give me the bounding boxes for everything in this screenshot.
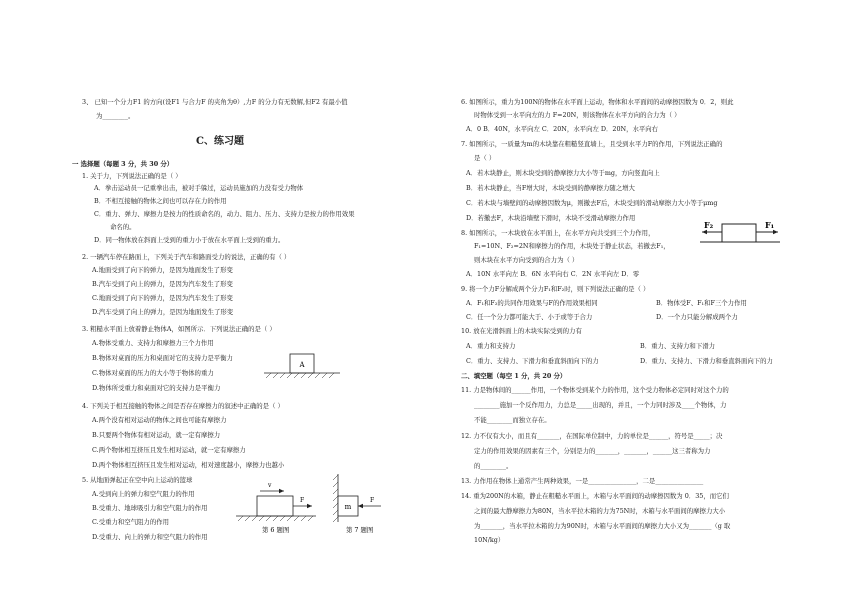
q14-line3: 为_______，当水平拉木箱的力为90N时，木箱与水平面间的摩擦力大小又为_______（g 取 (474, 522, 731, 530)
q14-line2: 之间的最大静摩擦力为80N，当水平拉木箱的力为75N时，木箱与水平面间的摩擦力大小 (474, 507, 726, 515)
q10-option-a: A．重力和支持力 (466, 342, 516, 350)
q4-option-b: B.只要两个物体有相对运动，就一定有摩擦力 (92, 431, 221, 439)
q8-line3: 则木块在水平方向受到的合力为（ ） (474, 256, 579, 264)
q12-line1: 12. 力不仅有大小，而且有_______，在国际单位制中，力的单位是______，符号是_____；决 (461, 432, 723, 440)
q5-option-c: C.受重力和空气阻力的作用 (92, 518, 169, 526)
q7-option-c: C．若木块与墙壁间的动摩擦因数为μ，则撤去F后，木块受到的滑动摩擦力大小等于μmg (466, 199, 718, 207)
q5-stem: 5. 从地面弹起正在空中向上运动的篮球 (82, 476, 193, 484)
q7-option-d: D．若撤去F，木块沿墙壁下滑时，木块不受滑动摩擦力作用 (466, 214, 636, 222)
q8-line2: F₁=10N、F₂=2N和摩擦力的作用，木块处于静止状态，若撤去F₁， (474, 242, 670, 250)
q12-line2: 定力的作用效果的因素有三个，分别是力的_______，_______，______这三者称为力 (474, 447, 711, 455)
f2-arrowhead (702, 230, 707, 234)
q1-option-c-cont: 命名的。 (110, 223, 136, 231)
fig6-velocity-label: v (268, 482, 272, 489)
q1-option-d: D．同一物体放在斜面上受到的重力小于放在水平面上受到的重力。 (94, 236, 285, 244)
q2-option-d: D.汽车受到了向上的弹力，是因为地面发生了形变 (92, 308, 234, 316)
block-a-label: A (299, 361, 305, 369)
q1-option-a: A．拳击运动员一记重拳出击，被对手躲过，运动员施加的力没有受力物体 (94, 184, 304, 192)
q2-option-c: C.地面受到了向下的弹力，是因为汽车发生了形变 (92, 294, 233, 302)
q2-option-b: B.汽车受到了向上的弹力，是因为汽车发生了形变 (92, 280, 233, 288)
q7-line1: 7. 如图所示，一质量为m的木块靠在粗糙竖直墙上，且受到水平力F的作用，下列说法正确的 (461, 140, 723, 148)
q7-line2: 是（ ） (474, 154, 496, 162)
fig6-ground-hatch (238, 516, 313, 521)
q4-option-d: D.两个物体相互挤压且发生相对运动，相对速度越小，摩擦力也越小 (92, 461, 285, 469)
q10-stem: 10. 放在光滑斜面上的木块实际受到的力有 (461, 327, 582, 335)
q10-option-d: D．重力、支持力、下滑力和垂直斜面向下的力 (640, 357, 773, 365)
part2-heading: 二、填空题（每空 1 分，共 20 分） (461, 372, 567, 380)
q3-figure (262, 350, 342, 384)
q7-option-b: B．若木块静止，当F增大时，木块受到的静摩擦力随之增大 (466, 184, 635, 192)
q11-line2: ________施加一个反作用力，力总是_____出现的，并且，一个力同时涉及____个物体，力 (474, 401, 727, 409)
q8-block (722, 224, 756, 242)
q9-option-c: C．任一个分力都可能大于、小于或等于合力 (466, 313, 593, 321)
q1-option-c: C．重力、弹力、摩擦力是按力的性质命名的，动力、阻力、压力、支持力是按力的作用效果 (94, 210, 355, 218)
q3-stem: 3. 粗糙水平面上放着静止物体A，如图所示．下列说法正确的是（ ） (82, 325, 276, 333)
q6-options: A．0 B．40N，水平向左 C．20N，水平向左 D．20N，水平向右 (466, 125, 659, 133)
q9-stem: 9. 将一个力F分解成两个分力F₁和F₂时，则下列说法正确的是（ ） (461, 285, 650, 293)
prev-q3-line1: 3、 已知一个分力F1 的方向(设F1 与合力F 的夹角为θ）,力F 的分力有无数解,但F2 有最小值 (82, 98, 348, 106)
q9-option-a: A．F₁和F₂的共同作用效果与F的作用效果相同 (466, 299, 598, 307)
fig7-force-arrowhead (358, 504, 363, 508)
q10-option-c: C．重力、支持力、下滑力和垂直斜面向下的力 (466, 357, 599, 365)
q9-option-d: D．一个力只能分解成两个力 (656, 313, 738, 321)
prev-q3-line2: 为________。 (96, 112, 135, 120)
f1-arrowhead (773, 230, 778, 234)
fig6-force-label: F (300, 497, 305, 504)
q1-option-b: B．不相互接触的物体之间也可以存在力的作用 (94, 197, 227, 205)
fig7-mass-label: m (344, 503, 352, 511)
f2-label: F₂ (704, 220, 714, 230)
q14-line4: 10N/kg） (474, 536, 505, 544)
fig6-caption: 第 6 题图 (262, 526, 290, 534)
fig6-block (257, 496, 293, 516)
q12-line3: 的________。 (474, 462, 513, 470)
q7-option-a: A．若木块静止，则木块受到的静摩擦力大小等于mg，方向竖直向上 (466, 169, 660, 177)
q11-line1: 11. 力是物体间的______作用，一个物体受到某个力的作用，这个受力物体必定同时对这个力的 (461, 386, 729, 394)
q10-option-b: B．重力、支持力和下滑力 (640, 342, 715, 350)
q4-option-a: A.两个没有相对运动的物体之间也可能有摩擦力 (92, 416, 227, 424)
fig7-force-label: F (370, 497, 375, 504)
q9-option-b: B．物体受F、F₁和F三个力作用 (656, 299, 747, 307)
q8-line1: 8. 如图所示，一木块放在水平面上，在水平方向共受到三个力作用， (461, 229, 655, 237)
q5-option-d: D.受重力、向上的弹力和空气阻力的作用 (92, 533, 208, 541)
ground-hatch (266, 373, 334, 378)
q8-options: A．10N 水平向左 B．6N 水平向右 C．2N 水平向左 D．零 (466, 270, 640, 278)
q3-option-b: B.物体对桌面的压力和桌面对它的支持力是平衡力 (92, 354, 233, 362)
q6-line2: 时物体受到一水平向左的力 F=20N，则该物体在水平方向的合力为（ ） (474, 111, 681, 119)
fig7-caption: 第 7 题图 (346, 526, 374, 534)
q1-stem: 1. 关于力，下列说法正确的是（ ） (82, 172, 182, 180)
q14-line1: 14. 重为200N的木箱，静止在粗糙水平面上，木箱与水平面间的动摩擦因数为 0．35，而它们 (461, 492, 729, 500)
q13: 13. 力作用在物体上通常产生两种效果，一是_______________，二是_______________ (461, 477, 704, 485)
f1-label: F₁ (765, 220, 775, 230)
fig6-velocity-arrowhead (279, 489, 284, 493)
fig6 (232, 478, 318, 538)
q3-option-d: D.物体所受重力和桌面对它的支持力是平衡力 (92, 384, 221, 392)
section-title: C、练习题 (196, 136, 244, 147)
q3-option-a: A.物体受重力、支持力和摩擦力三个力作用 (92, 339, 214, 347)
fig7-wall-hatch (333, 475, 338, 522)
q5-option-a: A.受到向上的弹力和空气阻力的作用 (92, 490, 195, 498)
q5-option-b: B.受重力、地球吸引力和空气阻力的作用 (92, 504, 208, 512)
q2-stem: 2. 一辆汽车停在路面上，下列关于汽车和路面受力的说法，正确的有（ ） (82, 253, 291, 261)
fig6-force-arrowhead (307, 504, 312, 508)
q6-line1: 6. 如图所示，重力为100N的物体在水平面上运动，物体和水平面间的动摩擦因数为 0．2，则此 (461, 98, 734, 106)
q11-line3: 不能________而独立存在。 (474, 416, 551, 424)
q8-figure (698, 218, 782, 248)
q4-option-c: C.两个物体相互挤压且发生相对运动，就一定有摩擦力 (92, 446, 246, 454)
fig7 (326, 470, 386, 538)
q4-stem: 4. 下列关于相互接触的物体之间是否存在摩擦力的叙述中正确的是（ ） (82, 402, 284, 410)
q2-option-a: A.地面受到了向下的弹力，是因为地面发生了形变 (92, 266, 233, 274)
part1-heading: 一 选择题（每题 3 分，共 30 分） (72, 160, 174, 168)
q3-option-c: C.物体对桌面的压力的大小等于物体的重力 (92, 369, 214, 377)
